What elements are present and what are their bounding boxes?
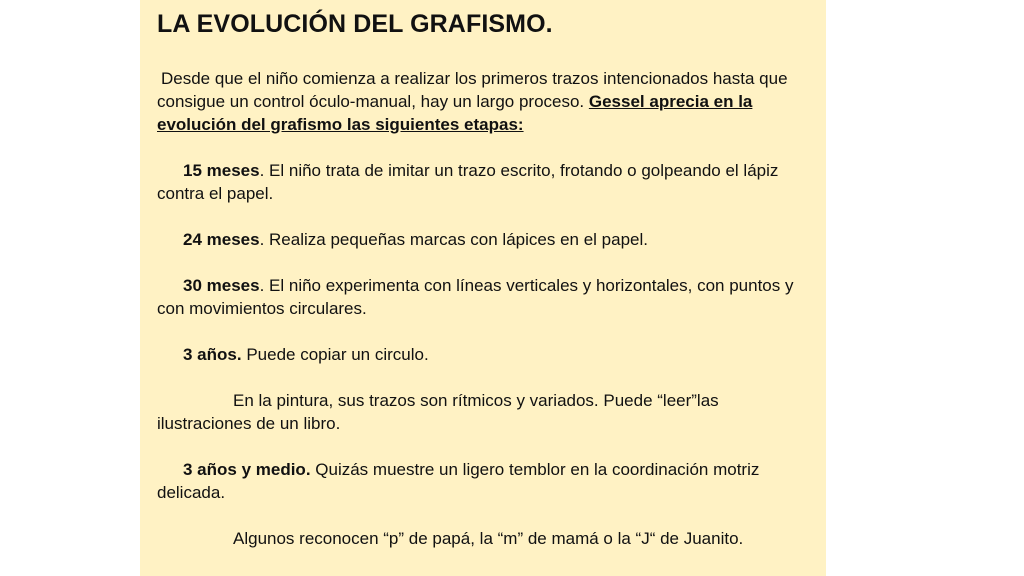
stage-note: En la pintura, sus trazos son rítmicos y variados. Puede “leer”las ilustraciones de un libro. (157, 391, 719, 433)
content-panel (140, 0, 826, 576)
stage-text: . El niño trata de imitar un trazo escrito, frotando o golpeando el lápiz contra el papel. (157, 161, 779, 203)
intro-highlight: Gessel aprecia en la evolución del grafismo las siguientes etapas: (157, 92, 753, 134)
stage-label: 3 años y medio. (183, 460, 311, 479)
stage-3-and-half-years (157, 458, 810, 504)
stage-text: . Realiza pequeñas marcas con lápices en el papel. (259, 230, 648, 249)
stage-3-years-note (157, 389, 810, 435)
stage-3-years (157, 343, 810, 366)
page-title: LA EVOLUCIÓN DEL GRAFISMO. (157, 10, 553, 38)
stage-text: Quizás muestre un ligero temblor en la coordinación motriz delicada. (157, 460, 760, 502)
stage-15-months (157, 159, 810, 205)
stage-label: 3 años. (183, 345, 242, 364)
stage-text: Puede copiar un circulo. (241, 345, 429, 364)
stage-label: 24 meses (183, 230, 260, 249)
stage-24-months (157, 228, 810, 251)
stage-3-and-half-years-note (157, 527, 810, 550)
intro-text: Desde que el niño comienza a realizar los primeros trazos intencionados hasta que consigue un control óculo-manual, hay un largo proceso. (157, 69, 788, 111)
stage-30-months (157, 274, 810, 320)
stage-label: 30 meses (183, 276, 260, 295)
stage-note: Algunos reconocen “p” de papá, la “m” de mamá o la “J“ de Juanito. (233, 529, 744, 548)
stage-label: 15 meses (183, 161, 260, 180)
stage-text: . El niño experimenta con líneas verticales y horizontales, con puntos y con movimientos circulares. (157, 276, 794, 318)
intro-paragraph (157, 67, 810, 136)
